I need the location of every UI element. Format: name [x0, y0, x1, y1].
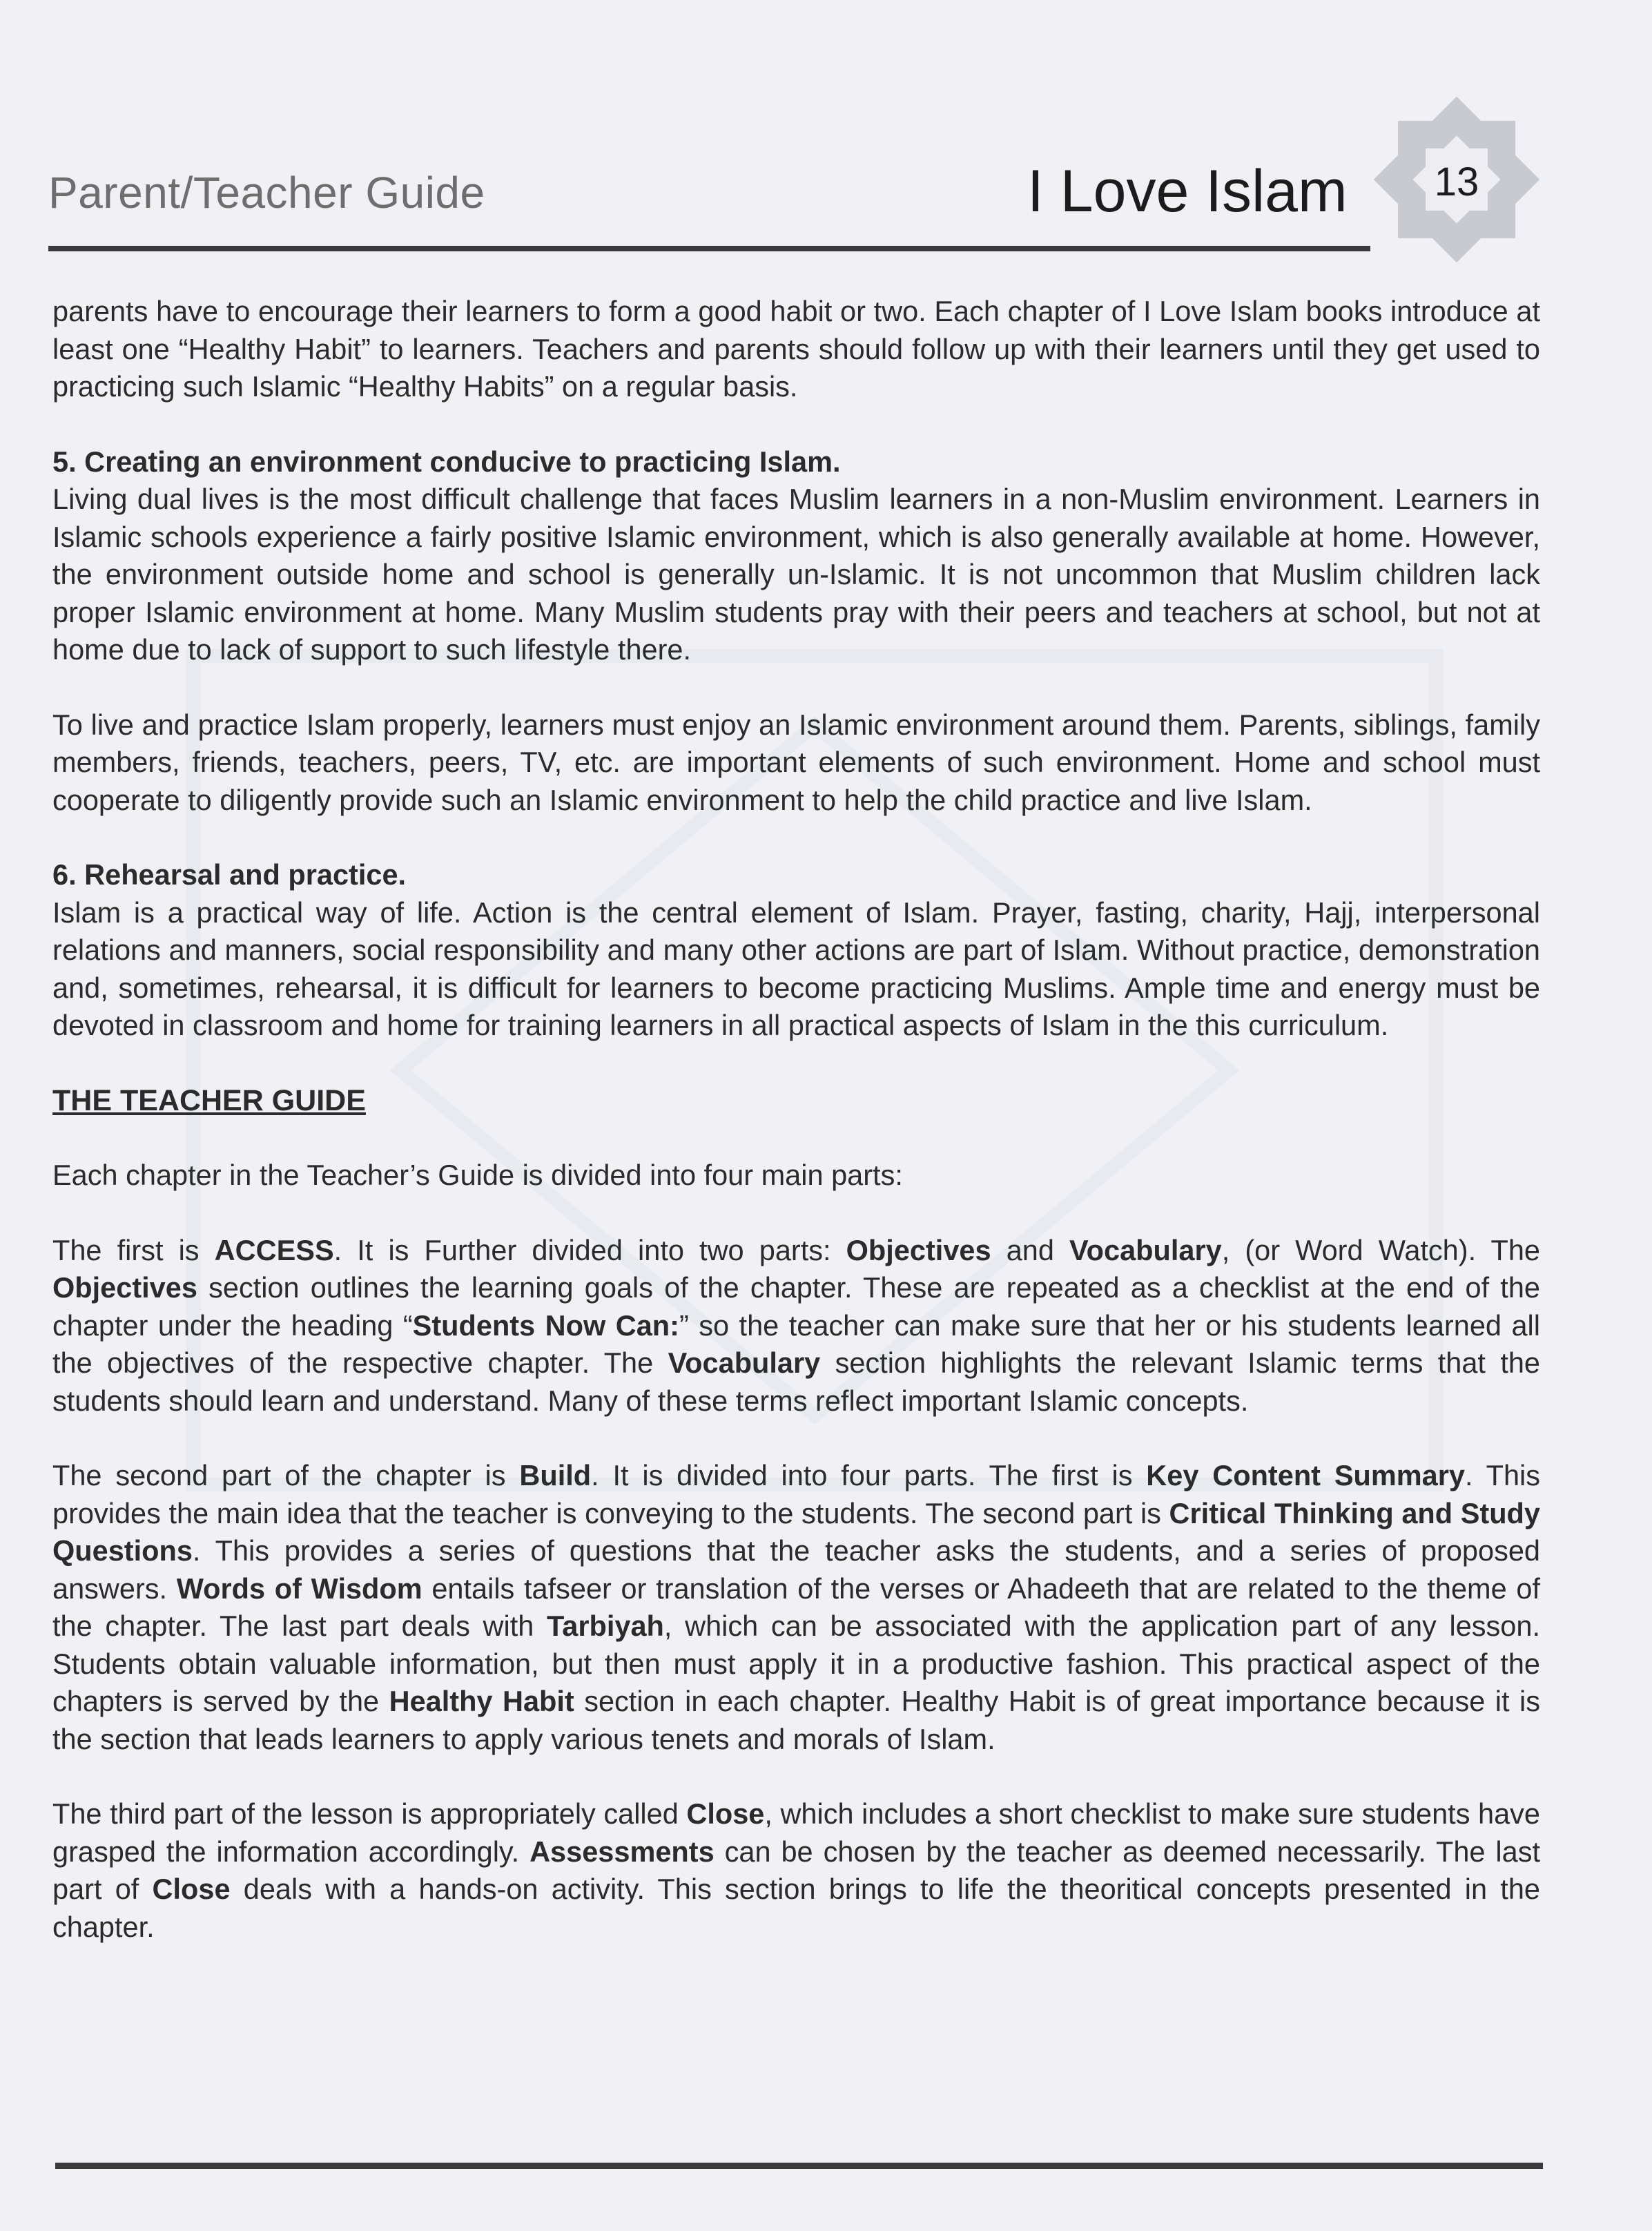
close-paragraph: The third part of the lesson is appropriately called Close, which includes a short checklist to make sure students have grasped the information accordingly. Assessments can be chosen by the teacher as deemed necessarily. The last part of Close deals with a hands-on activity. This section brings to life the theoritical concepts presented in the chapter.: [52, 1797, 1541, 1943]
section-5-heading: 5. Creating an environment conducive to practicing Islam.: [52, 445, 841, 478]
build-paragraph: The second part of the chapter is Build. It is divided into four parts. The first is Key Content Summary. This provides the main idea that the teacher is conveying to the students. The second part is Critical Thinking and Study Questions. This provides a series of questions that the teacher asks the students, and a series of proposed answers. Words of Wisdom entails tafseer or translation of the verses or Ahadeeth that are related to the theme of the chapter. The last part deals with Tarbiyah, which can be associated with the application part of any lesson. Students obtain valuable information, but then must apply it in a productive fashion. This practical aspect of the chapters is served by the Healthy Habit section in each chapter. Healthy Habit is of great importance because it is the section that leads learners to apply various tenets and morals of Islam.: [52, 1459, 1540, 1755]
teacher-guide-intro: Each chapter in the Teacher’s Guide is divided into four main parts:: [52, 1159, 903, 1191]
header-rule: [48, 246, 1370, 251]
teacher-guide-heading: THE TEACHER GUIDE: [52, 1083, 366, 1117]
page-body: [52, 293, 1540, 1983]
section-5-body: Living dual lives is the most difficult challenge that faces Muslim learners in a non-Muslim environment. Learners in Islamic schools experience a fairly positive Islamic environment, which is also generally available at home. However, the environment outside home and school is generally un-Islamic. It is not uncommon that Muslim children lack proper Islamic environment at home. Many Muslim students pray with their peers and teachers at school, but not at home due to lack of support to such lifestyle there.: [52, 483, 1540, 666]
book-title: I Love Islam: [1027, 158, 1348, 224]
environment-paragraph: To live and practice Islam properly, learners must enjoy an Islamic environment around them. Parents, siblings, family members, friends, teachers, peers, TV, etc. are important elements of such environment. Home and school must cooperate to diligently provide such an Islamic environment to help the child practice and live Islam.: [52, 708, 1540, 816]
page-number: 13: [1434, 160, 1479, 204]
footer-rule: [55, 2163, 1543, 2169]
section-6: [52, 856, 1540, 1045]
guide-title: Parent/Teacher Guide: [48, 168, 485, 218]
access-paragraph: The first is ACCESS. It is Further divided into two parts: Objectives and Vocabulary, (or Word Watch). The Objectives section outlines the learning goals of the chapter. These are repeated as a checklist at the end of the chapter under the heading “Students Now Can:” so the teacher can make sure that her or his students learned all the objectives of the respective chapter. The Vocabulary section highlights the relevant Islamic terms that the students should learn and understand. Many of these terms reflect important Islamic concepts.: [52, 1233, 1541, 1417]
section-6-body: Islam is a practical way of life. Action is the central element of Islam. Prayer, fasting, charity, Hajj, interpersonal relations and manners, social responsibility and many other actions are part of Islam. Without practice, demonstration and, sometimes, rehearsal, it is difficult for learners to become practicing Muslims. Ample time and energy must be devoted in classroom and home for training learners in all practical aspects of Islam in the this curriculum.: [52, 896, 1540, 1041]
section-5: [52, 443, 1540, 669]
intro-paragraph: parents have to encourage their learners to form a good habit or two. Each chapter of I Love Islam books introduce at least one “Healthy Habit” to learners. Teachers and parents should follow up with their learners until they get used to practicing such Islamic “Healthy Habits” on a regular basis.: [52, 295, 1540, 403]
section-6-heading: 6. Rehearsal and practice.: [52, 858, 407, 891]
